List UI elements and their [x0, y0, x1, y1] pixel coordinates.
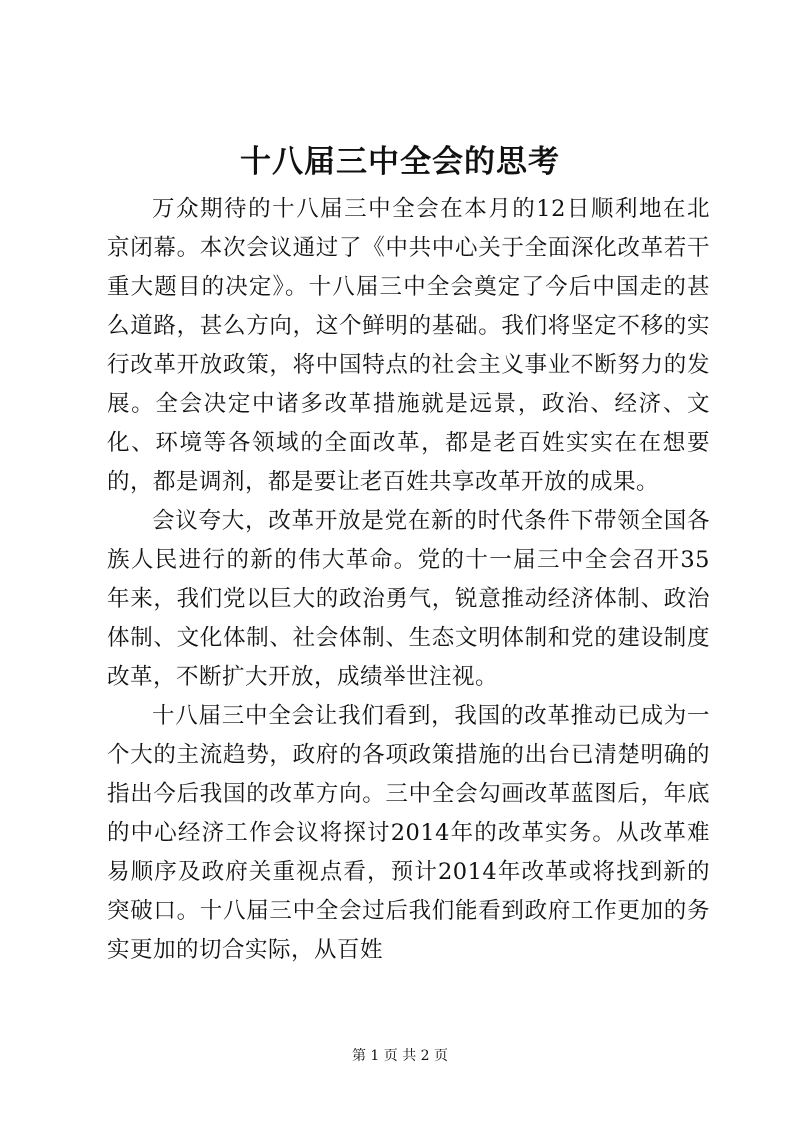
- paragraph-2: 会议夸大，改革开放是党在新的时代条件下带领全国各族人民进行的新的伟大革命。党的十一届三中全会召开35年来，我们党以巨大的政治勇气，锐意推动经济体制、政治体制、文化体制、社会体制、生态文明体制和党的建设制度改革，不断扩大开放，成绩举世注视。: [107, 508, 710, 690]
- paragraph-3: 十八届三中全会让我们看到，我国的改革推动已成为一个大的主流趋势，政府的各项政策措施的出台已清楚明确的指出今后我国的改革方向。三中全会勾画改革蓝图后，年底的中心经济工作会议将探讨2014年的改革实务。从改革难易顺序及政府关重视点看，预计2014年改革或将找到新的突破口。十八届三中全会过后我们能看到政府工作更加的务实更加的切合实际，从百姓: [107, 703, 710, 963]
- document-body: [107, 190, 710, 970]
- document-title: 十八届三中全会的思考: [240, 144, 560, 180]
- paragraph-1: 万众期待的十八届三中全会在本月的12日顺利地在北京闭幕。本次会议通过了《中共中心关于全面深化改革若干重大题目的决定》。十八届三中全会奠定了今后中国走的甚么道路，甚么方向，这个鲜明的基础。我们将坚定不移的实行改革开放政策，将中国特点的社会主义事业不断努力的发展。全会决定中诸多改革措施就是远景，政治、经济、文化、环境等各领域的全面改革，都是老百姓实实在在想要的，都是调剂，都是要让老百姓共享改革开放的成果。: [107, 196, 710, 495]
- page-footer: 第 1 页 共 2 页: [351, 1048, 449, 1064]
